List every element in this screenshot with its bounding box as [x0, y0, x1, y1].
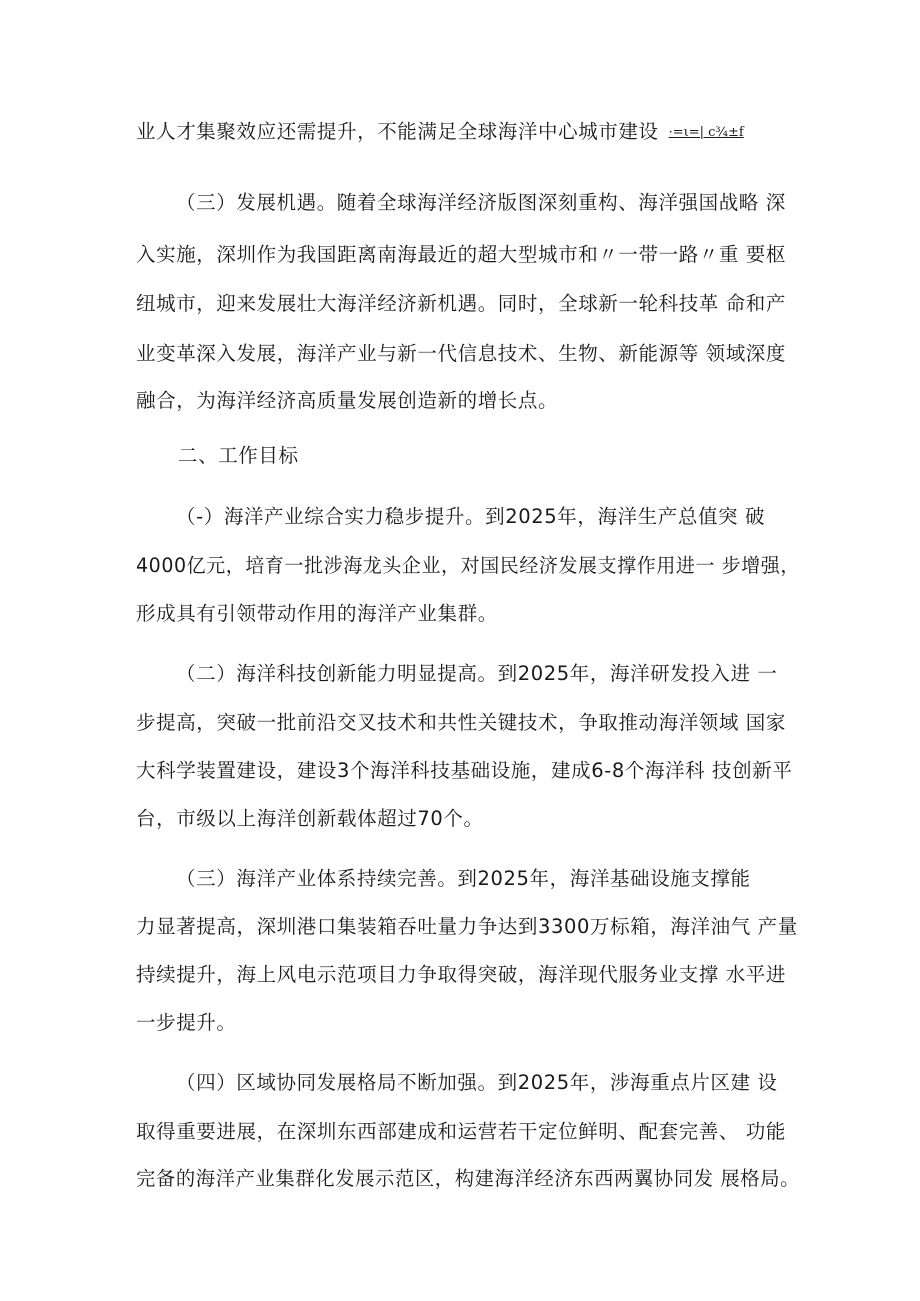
- paragraph-line: 纽城市，迎来发展壮大海洋经济新机遇。同时，全球新一轮科技革 命和产: [136, 292, 786, 315]
- paragraph-line: 取得重要进展，在深圳东西部建成和运营若干定位鲜明、配套完善、 功能: [136, 1120, 786, 1143]
- paragraph-line: 力显著提高，深圳港口集装箱吞吐量力争达到3300万标箱，海洋油气 产量: [136, 915, 798, 938]
- paragraph-line: 台，市级以上海洋创新载体超过70个。: [136, 807, 484, 830]
- garbled-ocr-fragment: ·=ι=| c¾±f: [668, 125, 744, 140]
- paragraph-line: （-）海洋产业综合实力稳步提升。到2025年，海洋生产总值突 破: [176, 505, 766, 528]
- paragraph-line: （三）海洋产业体系持续完善。到2025年，海洋基础设施支撑能: [176, 867, 751, 890]
- paragraph-line: 步提高，突破一批前沿交叉技术和共性关键技术，争取推动海洋领域 国家: [136, 711, 786, 734]
- line-text: 业人才集聚效应还需提升，不能满足全球海洋中心城市建设: [136, 120, 659, 143]
- paragraph-line: 一步提升。: [136, 1011, 237, 1034]
- paragraph-line: 形成具有引领带动作用的海洋产业集群。: [136, 602, 498, 625]
- paragraph-line: 融合，为海洋经济高质量发展创造新的增长点。: [136, 389, 559, 412]
- paragraph-line: （四）区域协同发展格局不断加强。到2025年，涉海重点片区建 设: [176, 1071, 778, 1094]
- paragraph-line: 入实施，深圳作为我国距离南海最近的超大型城市和〃一带一路〃重 要枢: [136, 243, 786, 266]
- paragraph-line: [136, 119, 744, 145]
- paragraph-line: 业变革深入发展，海洋产业与新一代信息技术、生物、新能源等 领域深度: [136, 342, 786, 365]
- paragraph-line: （二）海洋科技创新能力明显提高。到2025年，海洋研发投入进 一: [176, 662, 778, 685]
- paragraph-line: 完备的海洋产业集群化发展示范区，构建海洋经济东西两翼协同发 展格局。: [136, 1167, 801, 1190]
- paragraph-line: 持续提升，海上风电示范项目力争取得突破，海洋现代服务业支撑 水平进: [136, 963, 786, 986]
- paragraph-line: （三）发展机遇。随着全球海洋经济版图深刻重构、海洋强国战略 深: [176, 191, 786, 214]
- paragraph-line: 4000亿元，培育一批涉海龙头企业，对国民经济发展支撑作用进一 步增强，: [136, 554, 800, 577]
- section-heading: 二、工作目标: [178, 444, 299, 467]
- paragraph-line: 大科学装置建设，建设3个海洋科技基础设施，建成6-8个海洋科 技创新平: [136, 759, 793, 782]
